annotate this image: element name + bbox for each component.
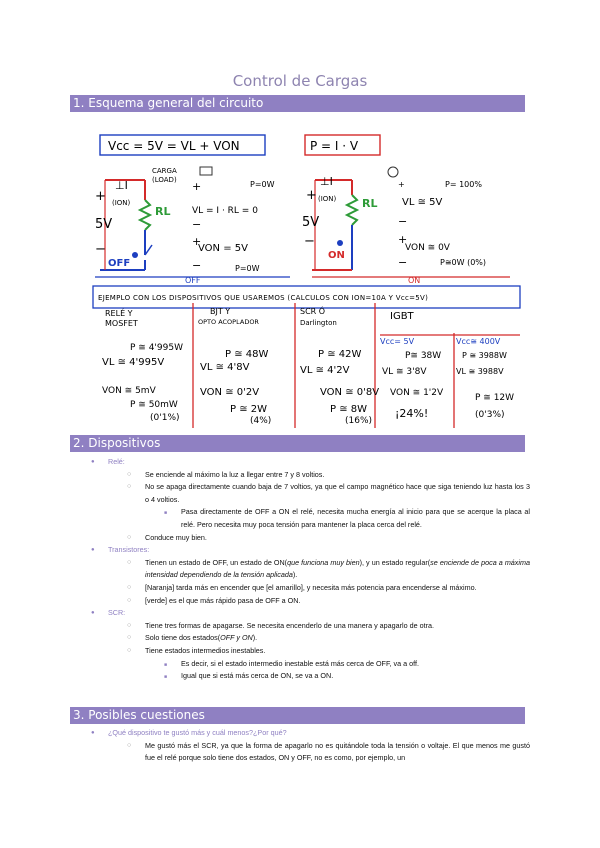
on-load-label: RL bbox=[362, 197, 378, 210]
list-item: Conduce muy bien. bbox=[145, 532, 207, 542]
svg-text:+: + bbox=[192, 235, 202, 248]
list-item-transistores: Transistores: bbox=[108, 545, 150, 555]
svg-text:+: + bbox=[306, 188, 317, 203]
col-bjt-opto bbox=[198, 307, 271, 426]
on-state-label: ON bbox=[328, 250, 345, 261]
list-item: Solo tiene dos estados(OFF y ON). bbox=[145, 633, 258, 643]
svg-text:P≅ 38W: P≅ 38W bbox=[405, 351, 442, 361]
off-source-current: (ION) bbox=[112, 199, 131, 207]
list-item: Tienen un estado de OFF, un estado de ON(que funciona muy bien), y un estado regular(se enciende de poca a máxima intensidad dependiendo de la tensión aplicada). bbox=[145, 557, 530, 580]
svg-text:−: − bbox=[304, 234, 315, 249]
circuit-diagram bbox=[90, 125, 525, 430]
svg-text:P ≅ 12W: P ≅ 12W bbox=[475, 393, 515, 403]
svg-text:−: − bbox=[192, 218, 202, 231]
svg-text:VON ≅ 5mV: VON ≅ 5mV bbox=[102, 386, 156, 396]
svg-text:OPTO ACOPLADOR: OPTO ACOPLADOR bbox=[198, 318, 259, 326]
svg-text:−: − bbox=[398, 215, 408, 228]
list-item: Igual que si está más cerca de ON, se va a ON. bbox=[181, 671, 334, 681]
equation-2: P = I · V bbox=[310, 139, 359, 153]
section-2-body: ● Relé: ○ Se enciende al máximo la luz a llegar entre 7 y 8 voltios. ○ No se apaga directamente cuando baja de 7 voltios, ya que el campo magnético hace que siga teniendo luz hasta los 3 o 4 voltios. ■ Pasa directamente de OFF a ON el relé, necesita mucha energía al inicio para que se acerque la placa al relé. Pero necesita muy poca tensión para mantener la placa cerca del relé. ○ Conduce muy bien. ● Transistores: ○ Tienen un estado de OFF, un estado de ON(que funciona muy bien), y un estado regular(se enciende de poca a máxima intensidad dependiendo de la tensión aplicada). ○ [Naranja] tarda más en encender que [el amarillo], y necesita más potencia para encenderse al máximo. ○ [verde] es el que más rápido pasa de OFF a ON. ● SCR: ○ Tiene tres formas de apagarse. Se necesita encenderlo de una manera y apagarlo de otra. ○ Solo tiene dos estados(OFF y ON). ○ Tiene estados intermedios inestables. ■ Es decir, si el estado intermedio inestable está más cerca de OFF, va a off. ■ Igual que si está más cerca de ON, se va a ON. bbox=[91, 457, 530, 681]
svg-text:Vcc= 5V: Vcc= 5V bbox=[380, 337, 415, 346]
list-item: Tiene estados intermedios inestables. bbox=[145, 645, 266, 655]
off-load-sublabel: (LOAD) bbox=[152, 176, 177, 184]
svg-text:RELÉ Y: RELÉ Y bbox=[105, 309, 133, 318]
on-source-current: (ION) bbox=[318, 195, 337, 203]
svg-text:VON ≅ 0'8V: VON ≅ 0'8V bbox=[320, 387, 380, 398]
svg-text:VL ≅ 3988V: VL ≅ 3988V bbox=[456, 367, 504, 376]
svg-text:−: − bbox=[192, 259, 202, 272]
off-carga-label: CARGA bbox=[152, 167, 177, 175]
off-power-bottom: P=0W bbox=[235, 264, 260, 273]
on-von: VON ≅ 0V bbox=[405, 243, 450, 253]
section-heading-1: 1. Esquema general del circuito bbox=[70, 95, 525, 112]
section-heading-2: 2. Dispositivos bbox=[70, 435, 525, 452]
list-item: Tiene tres formas de apagarse. Se necesita encenderlo de una manera y apagarlo de otra. bbox=[145, 620, 435, 630]
svg-text:(0'3%): (0'3%) bbox=[475, 410, 505, 420]
col-scr-darlington bbox=[300, 305, 379, 426]
equation-1: Vcc = 5V = VL + VON bbox=[108, 139, 240, 153]
svg-text:P ≅ 2W: P ≅ 2W bbox=[230, 404, 268, 415]
off-state-footer: OFF bbox=[185, 276, 201, 285]
svg-text:VL ≅ 3'8V: VL ≅ 3'8V bbox=[382, 367, 427, 377]
on-source-symbol: ⊥I bbox=[320, 175, 333, 188]
col-rele-mosfet bbox=[102, 307, 183, 423]
svg-text:VL ≅ 4'2V: VL ≅ 4'2V bbox=[300, 365, 350, 376]
list-item: Se enciende al máximo la luz a llegar entre 7 y 8 voltios. bbox=[145, 469, 325, 479]
off-circuit bbox=[95, 167, 290, 285]
svg-text:−: − bbox=[95, 242, 106, 257]
svg-text:P ≅ 48W: P ≅ 48W bbox=[225, 349, 269, 360]
svg-text:+: + bbox=[95, 189, 106, 204]
off-source-voltage: 5V bbox=[95, 217, 113, 232]
list-item: No se apaga directamente cuando baja de 7 voltios, ya que el campo magnético hace que siga teniendo luz hasta los 3 o 4 voltios. bbox=[145, 482, 530, 504]
off-state-label: OFF bbox=[108, 258, 131, 269]
section-3-body: ● ¿Qué dispositivo te gustó más y cuál menos?¿Por qué? ○ Me gustó más el SCR, ya que la forma de apagarlo no es quitándole toda la tensión o voltaje. El que menos me gustó fue el relé porque solo tiene dos estados, ON y OFF, no es como, por ejemplo, un bbox=[91, 728, 530, 763]
list-item-rele: Relé: bbox=[108, 457, 125, 466]
svg-text:MOSFET: MOSFET bbox=[105, 319, 138, 328]
list-item: Es decir, si el estado intermedio inestable está más cerca de OFF, va a off. bbox=[181, 658, 419, 668]
on-power-top: P= 100% bbox=[445, 180, 482, 189]
off-vl: VL = I · RL = 0 bbox=[192, 206, 258, 216]
svg-text:Darlington: Darlington bbox=[300, 319, 337, 327]
section-heading-3: 3. Posibles cuestiones bbox=[70, 707, 525, 724]
on-power-bottom: P≅0W (0%) bbox=[440, 258, 487, 267]
off-von: VON = 5V bbox=[198, 243, 248, 254]
svg-text:P ≅ 3988W: P ≅ 3988W bbox=[462, 351, 507, 360]
off-power-top: P=0W bbox=[250, 180, 275, 189]
svg-text:(4%): (4%) bbox=[250, 416, 272, 426]
svg-text:+: + bbox=[398, 233, 408, 246]
answer: Me gustó más el SCR, ya que la forma de apagarlo no es quitándole toda la tensión o voltaje. El que menos me gustó fue el relé porque solo tiene dos estados, ON y OFF, no es como, por ejemplo, un bbox=[145, 740, 530, 763]
page-title: Control de Cargas bbox=[232, 72, 368, 90]
list-item: [verde] es el que más rápido pasa de OFF a ON. bbox=[145, 595, 301, 605]
on-vl: VL ≅ 5V bbox=[402, 197, 443, 208]
svg-text:¡24%!: ¡24%! bbox=[395, 407, 429, 420]
list-item: Pasa directamente de OFF a ON el relé, necesita mucha energía al inicio para que se acerque la placa al relé. Pero necesita muy poca tensión para mantener la placa cerca del relé. bbox=[181, 507, 530, 529]
svg-text:+: + bbox=[192, 180, 202, 193]
svg-text:Vcc≅ 400V: Vcc≅ 400V bbox=[456, 337, 501, 346]
col-igbt bbox=[380, 311, 514, 420]
svg-text:VON ≅ 0'2V: VON ≅ 0'2V bbox=[200, 387, 260, 398]
svg-text:P ≅ 8W: P ≅ 8W bbox=[330, 404, 368, 415]
svg-text:VL ≅ 4'995V: VL ≅ 4'995V bbox=[102, 357, 165, 368]
on-source-voltage: 5V bbox=[302, 215, 320, 230]
svg-text:BJT Y: BJT Y bbox=[210, 307, 231, 316]
svg-text:−: − bbox=[398, 256, 408, 269]
list-item: [Naranja] tarda más en encender que [el amarillo], y necesita más potencia para encenderse al máximo. bbox=[145, 582, 477, 592]
svg-text:P ≅ 50mW: P ≅ 50mW bbox=[130, 400, 178, 410]
list-item-scr: SCR: bbox=[108, 608, 126, 618]
svg-text:VON ≅ 1'2V: VON ≅ 1'2V bbox=[390, 388, 444, 398]
svg-text:+: + bbox=[398, 180, 405, 189]
question: ¿Qué dispositivo te gustó más y cuál menos?¿Por qué? bbox=[108, 728, 287, 737]
svg-text:P ≅ 4'995W: P ≅ 4'995W bbox=[130, 343, 183, 353]
off-load-label: RL bbox=[155, 205, 171, 218]
svg-text:(0'1%): (0'1%) bbox=[150, 413, 180, 423]
svg-text:(16%): (16%) bbox=[345, 416, 373, 426]
example-banner: EJEMPLO CON LOS DISPOSITIVOS QUE USAREMOS (CALCULOS CON ION=10A Y Vcc=5V) bbox=[98, 294, 429, 302]
on-state-footer: ON bbox=[408, 276, 421, 285]
on-circuit bbox=[302, 167, 510, 285]
svg-text:P ≅ 42W: P ≅ 42W bbox=[318, 349, 362, 360]
svg-text:SCR Ó: SCR Ó bbox=[300, 307, 326, 316]
svg-text:IGBT: IGBT bbox=[390, 311, 414, 322]
svg-text:VL ≅ 4'8V: VL ≅ 4'8V bbox=[200, 362, 250, 373]
off-source-symbol: ⊥I bbox=[115, 179, 128, 192]
